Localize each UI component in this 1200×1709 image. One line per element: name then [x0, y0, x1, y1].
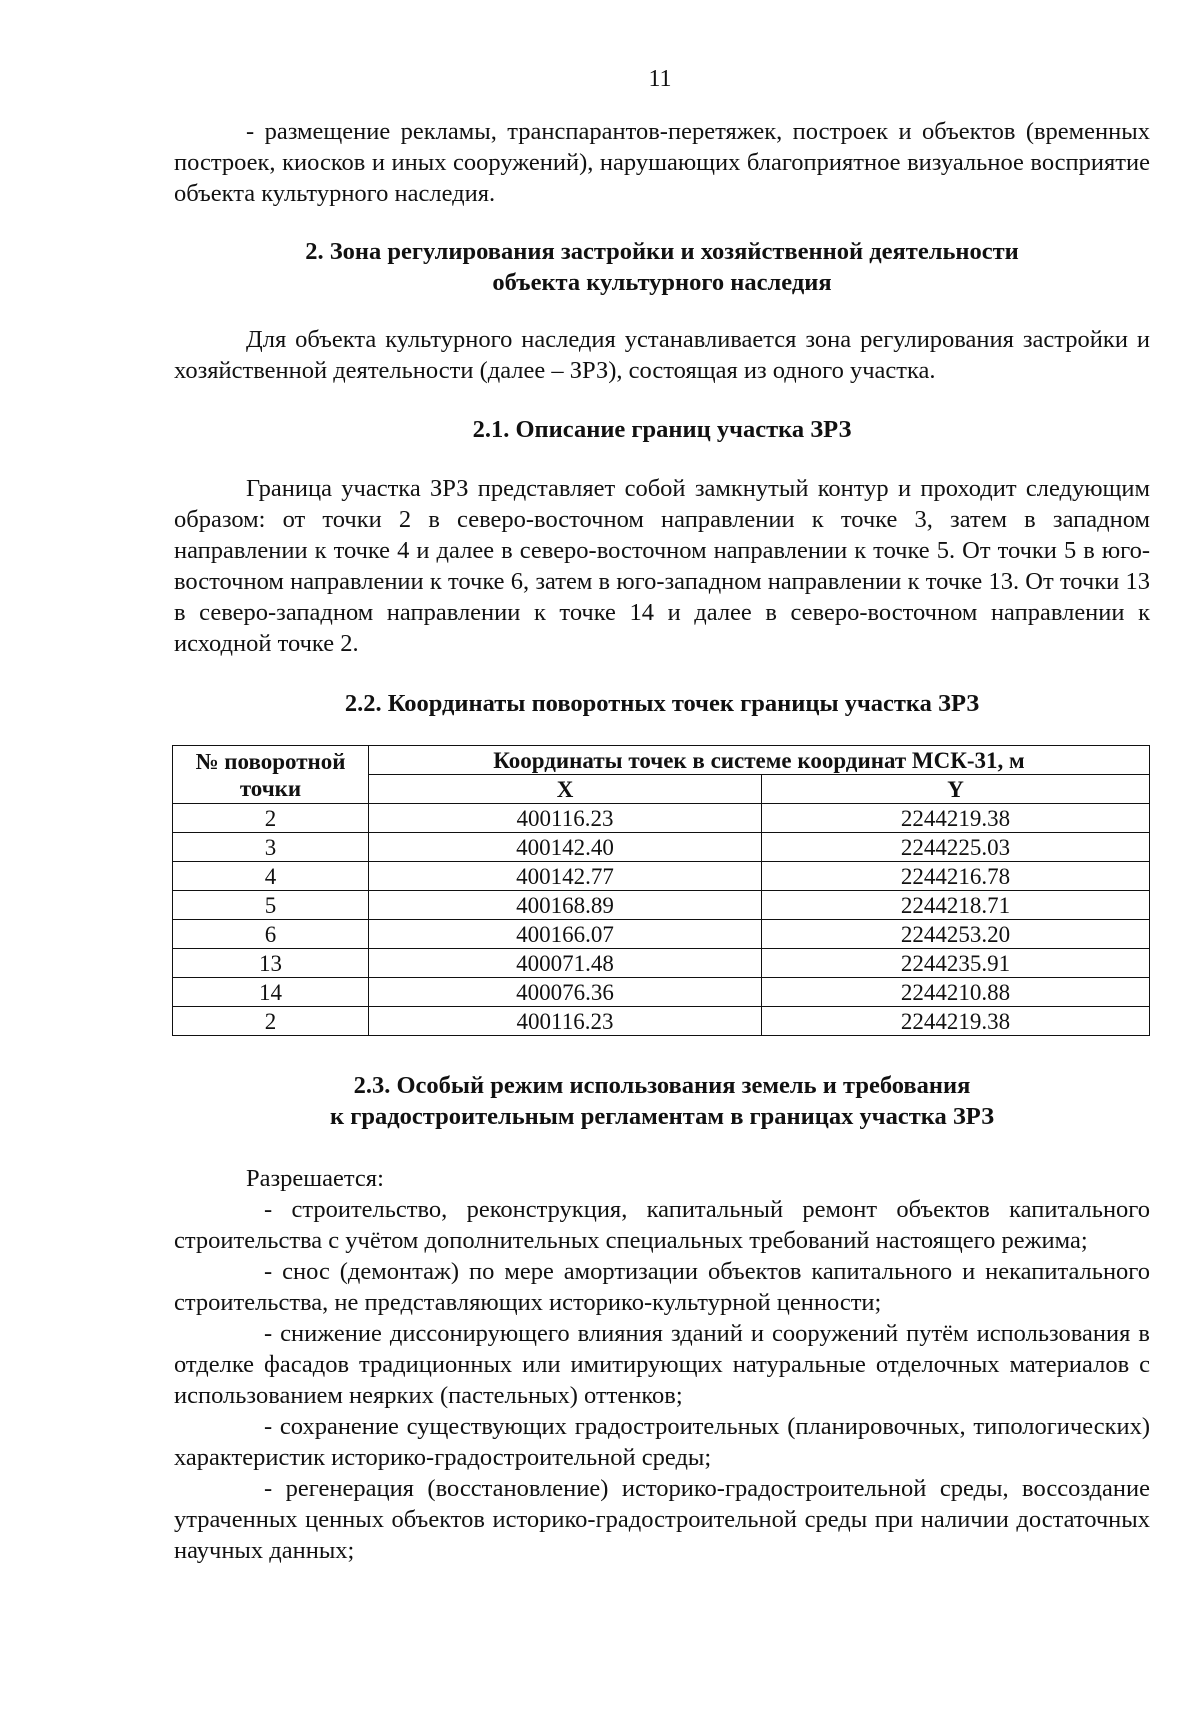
- section2-paragraph: Для объекта культурного наследия устанавливается зона регулирования застройки и хозяйственной деятельности (далее – ЗРЗ), состоящая из одного участка.: [174, 326, 1150, 384]
- section2-1-heading: 2.1. Описание границ участка ЗРЗ: [472, 416, 852, 443]
- x-cell: 400168.89: [369, 891, 762, 920]
- section2-heading-line2: объекта культурного наследия: [492, 269, 832, 296]
- point-cell: 2: [173, 804, 369, 833]
- section2-block: [174, 324, 1150, 386]
- y-cell: 2244219.38: [762, 804, 1150, 833]
- list-item: - снос (демонтаж) по мере амортизации объектов капитального и некапитального строительства, не представляющих историко-культурной ценности;: [174, 1258, 1150, 1316]
- x-cell: 400076.36: [369, 978, 762, 1007]
- allowed-label: Разрешается:: [246, 1165, 384, 1192]
- x-cell: 400116.23: [369, 1007, 762, 1036]
- table-row: [173, 1007, 1150, 1036]
- y-cell: 2244219.38: [762, 1007, 1150, 1036]
- point-cell: 5: [173, 891, 369, 920]
- x-cell: 400116.23: [369, 804, 762, 833]
- y-cell: 2244225.03: [762, 833, 1150, 862]
- x-header: X: [369, 775, 762, 804]
- table-row: [173, 949, 1150, 978]
- list-item: - регенерация (восстановление) историко-градостроительной среды, воссоздание утраченных ценных объектов историко-градостроительной среды при наличии достаточных научных данных;: [174, 1475, 1150, 1564]
- y-cell: 2244216.78: [762, 862, 1150, 891]
- y-cell: 2244253.20: [762, 920, 1150, 949]
- y-cell: 2244218.71: [762, 891, 1150, 920]
- coordinates-table: [172, 745, 1150, 1036]
- table-row: [173, 833, 1150, 862]
- point-cell: 14: [173, 978, 369, 1007]
- x-cell: 400071.48: [369, 949, 762, 978]
- section2-heading-line1: 2. Зона регулирования застройки и хозяйственной деятельности: [305, 238, 1019, 265]
- table-row: [173, 862, 1150, 891]
- section2-1-paragraph: Граница участка ЗРЗ представляет собой замкнутый контур и проходит следующим образом: от точки 2 в северо-восточном направлении к точке 3, затем в западном направлении к точке 4 и далее в северо-восточном направлении к точке 5. От точки 5 в юго-восточном направлении к точке 6, затем в юго-западном направлении к точке 13. От точки 13 в северо-западном направлении к точке 14 и далее в северо-восточном направлении к исходной точке 2.: [174, 475, 1150, 657]
- section2-2-heading: 2.2. Координаты поворотных точек границы участка ЗРЗ: [344, 690, 980, 717]
- section2-3-heading: [174, 1070, 1150, 1132]
- x-cell: 400142.40: [369, 833, 762, 862]
- point-cell: 4: [173, 862, 369, 891]
- table-row: [173, 804, 1150, 833]
- point-cell: 6: [173, 920, 369, 949]
- x-cell: 400142.77: [369, 862, 762, 891]
- section2-1-block: [174, 473, 1150, 659]
- section2-3-heading-line1: 2.3. Особый режим использования земель и требования: [353, 1072, 971, 1099]
- x-cell: 400166.07: [369, 920, 762, 949]
- point-cell: 13: [173, 949, 369, 978]
- y-header: Y: [762, 775, 1150, 804]
- point-number-header: № поворотной точки: [173, 746, 369, 804]
- list-item: - строительство, реконструкция, капитальный ремонт объектов капитального строительства с учётом дополнительных специальных требований настоящего режима;: [174, 1196, 1150, 1254]
- coordinates-header: Координаты точек в системе координат МСК-31, м: [369, 746, 1150, 775]
- y-cell: 2244235.91: [762, 949, 1150, 978]
- page-number: 11: [648, 66, 672, 92]
- list-item: - снижение диссонирующего влияния зданий и сооружений путём использования в отделке фасадов традиционных или имитирующих натуральные отделочных материалов с использованием неярких (пастельных) оттенков;: [174, 1320, 1150, 1409]
- list-item: - сохранение существующих градостроительных (планировочных, типологических) характеристик историко-градостроительной среды;: [174, 1413, 1150, 1471]
- section2-heading: [174, 236, 1150, 298]
- section2-3-block: [174, 1163, 1150, 1566]
- table-row: [173, 920, 1150, 949]
- point-cell: 3: [173, 833, 369, 862]
- point-cell: 2: [173, 1007, 369, 1036]
- table-row: [173, 891, 1150, 920]
- y-cell: 2244210.88: [762, 978, 1150, 1007]
- intro-block: [174, 116, 1150, 209]
- section2-3-heading-line2: к градостроительным регламентам в границах участка ЗРЗ: [329, 1103, 994, 1130]
- table-row: [173, 978, 1150, 1007]
- intro-paragraph: - размещение рекламы, транспарантов-перетяжек, построек и объектов (временных построек, киосков и иных сооружений), нарушающих благоприятное визуальное восприятие объекта культурного наследия.: [174, 118, 1150, 207]
